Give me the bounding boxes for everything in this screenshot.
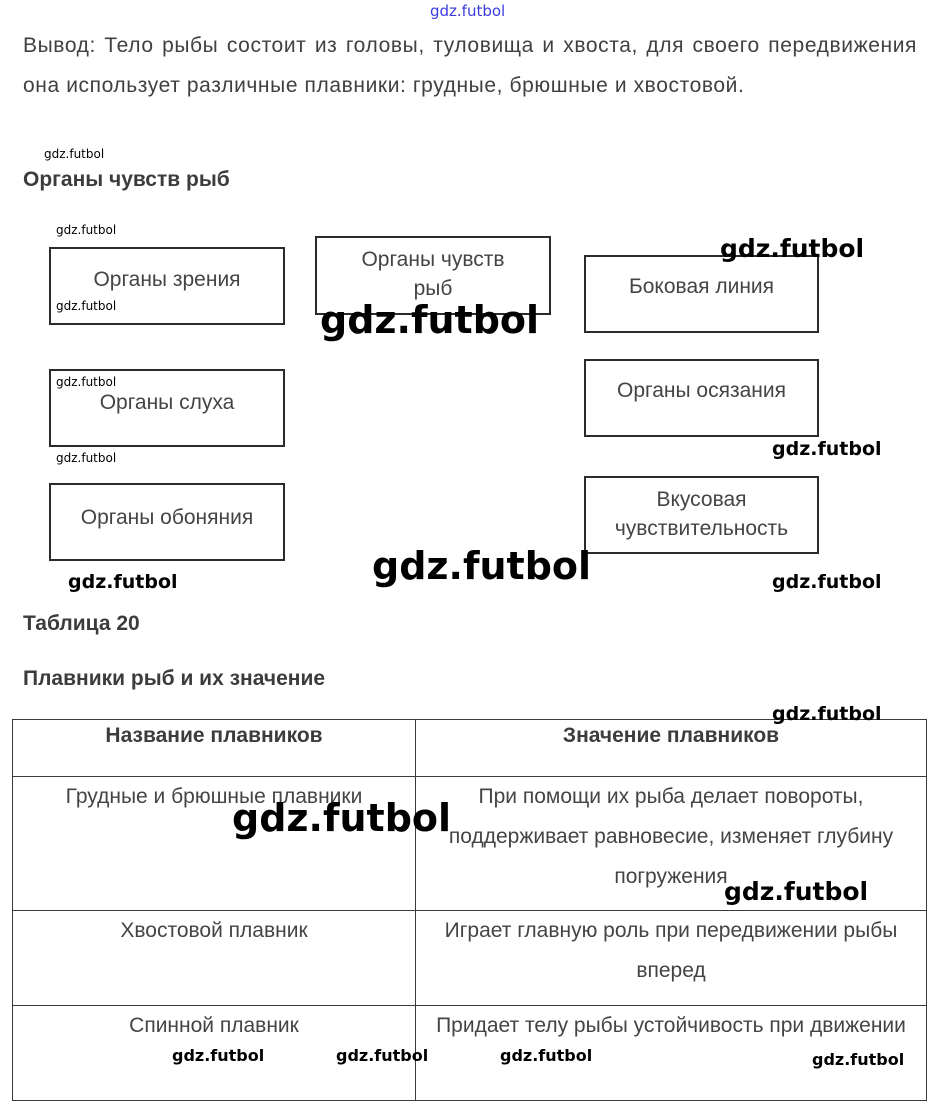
diagram-label: Органы зрения — [93, 268, 241, 291]
table-cell: При помощи их рыба делает повороты, поддерживает равновесие, изменяет глубину погружения — [416, 777, 927, 911]
diagram-label: Органы чувств рыб — [361, 248, 505, 300]
diagram-box-lateral-line — [584, 255, 819, 333]
watermark: gdz.futbol — [772, 438, 882, 460]
table-cell: Играет главную роль при передвижении рыбы вперед — [416, 911, 927, 1006]
watermark: gdz.futbol — [56, 451, 117, 465]
table-cell: Хвостовой плавник — [13, 911, 416, 1006]
watermark: gdz.futbol — [56, 223, 117, 237]
watermark: gdz.futbol — [172, 1046, 265, 1065]
diagram-box-vision — [49, 247, 285, 325]
diagram-label: Органы слуха — [99, 391, 235, 414]
diagram-label: Вкусовая чувствительность — [614, 488, 789, 540]
diagram-label: Боковая линия — [628, 275, 775, 298]
table-cell: Придает телу рыбы устойчивость при движении — [416, 1006, 927, 1101]
diagram-label: Органы осязания — [617, 379, 786, 402]
diagram-box-taste — [584, 476, 819, 554]
watermark: gdz.futbol — [56, 299, 117, 313]
table-label: Таблица 20 — [23, 612, 140, 635]
diagram-box-smell — [49, 483, 285, 561]
watermark: gdz.futbol — [772, 571, 882, 593]
watermark: gdz.futbol — [812, 1050, 905, 1069]
watermark: gdz.futbol — [772, 703, 882, 725]
fins-table — [12, 719, 927, 1101]
table-header-cell: Значение плавников — [416, 720, 927, 777]
diagram-box-touch — [584, 359, 819, 437]
table-title: Плавники рыб и их значение — [23, 667, 326, 690]
table-cell: Спинной плавник — [13, 1006, 416, 1101]
watermark: gdz.futbol — [720, 234, 865, 263]
table-header-cell: Название плавников — [13, 720, 416, 777]
conclusion-text: Вывод: Тело рыбы состоит из головы, туловища и хвоста, для своего передвижения она использует различные плавники: грудные, брюшные и хвостовой. — [23, 34, 917, 97]
diagram-label: Органы обоняния — [80, 506, 254, 529]
table-header-row — [13, 720, 927, 777]
sense-organs-heading: Органы чувств рыб — [23, 168, 230, 191]
watermark: gdz.futbol — [724, 877, 869, 906]
watermark: gdz.futbol — [44, 147, 105, 161]
table-cell: Грудные и брюшные плавники — [13, 777, 416, 911]
watermark: gdz.futbol — [372, 544, 592, 588]
watermark: gdz.futbol — [320, 298, 540, 342]
watermark: gdz.futbol — [68, 571, 178, 593]
watermark: gdz.futbol — [500, 1046, 593, 1065]
watermark: gdz.futbol — [232, 796, 452, 840]
watermark: gdz.futbol — [336, 1046, 429, 1065]
table-row — [13, 911, 927, 1006]
watermark: gdz.futbol — [430, 2, 506, 20]
table-row — [13, 1006, 927, 1101]
watermark: gdz.futbol — [56, 375, 117, 389]
